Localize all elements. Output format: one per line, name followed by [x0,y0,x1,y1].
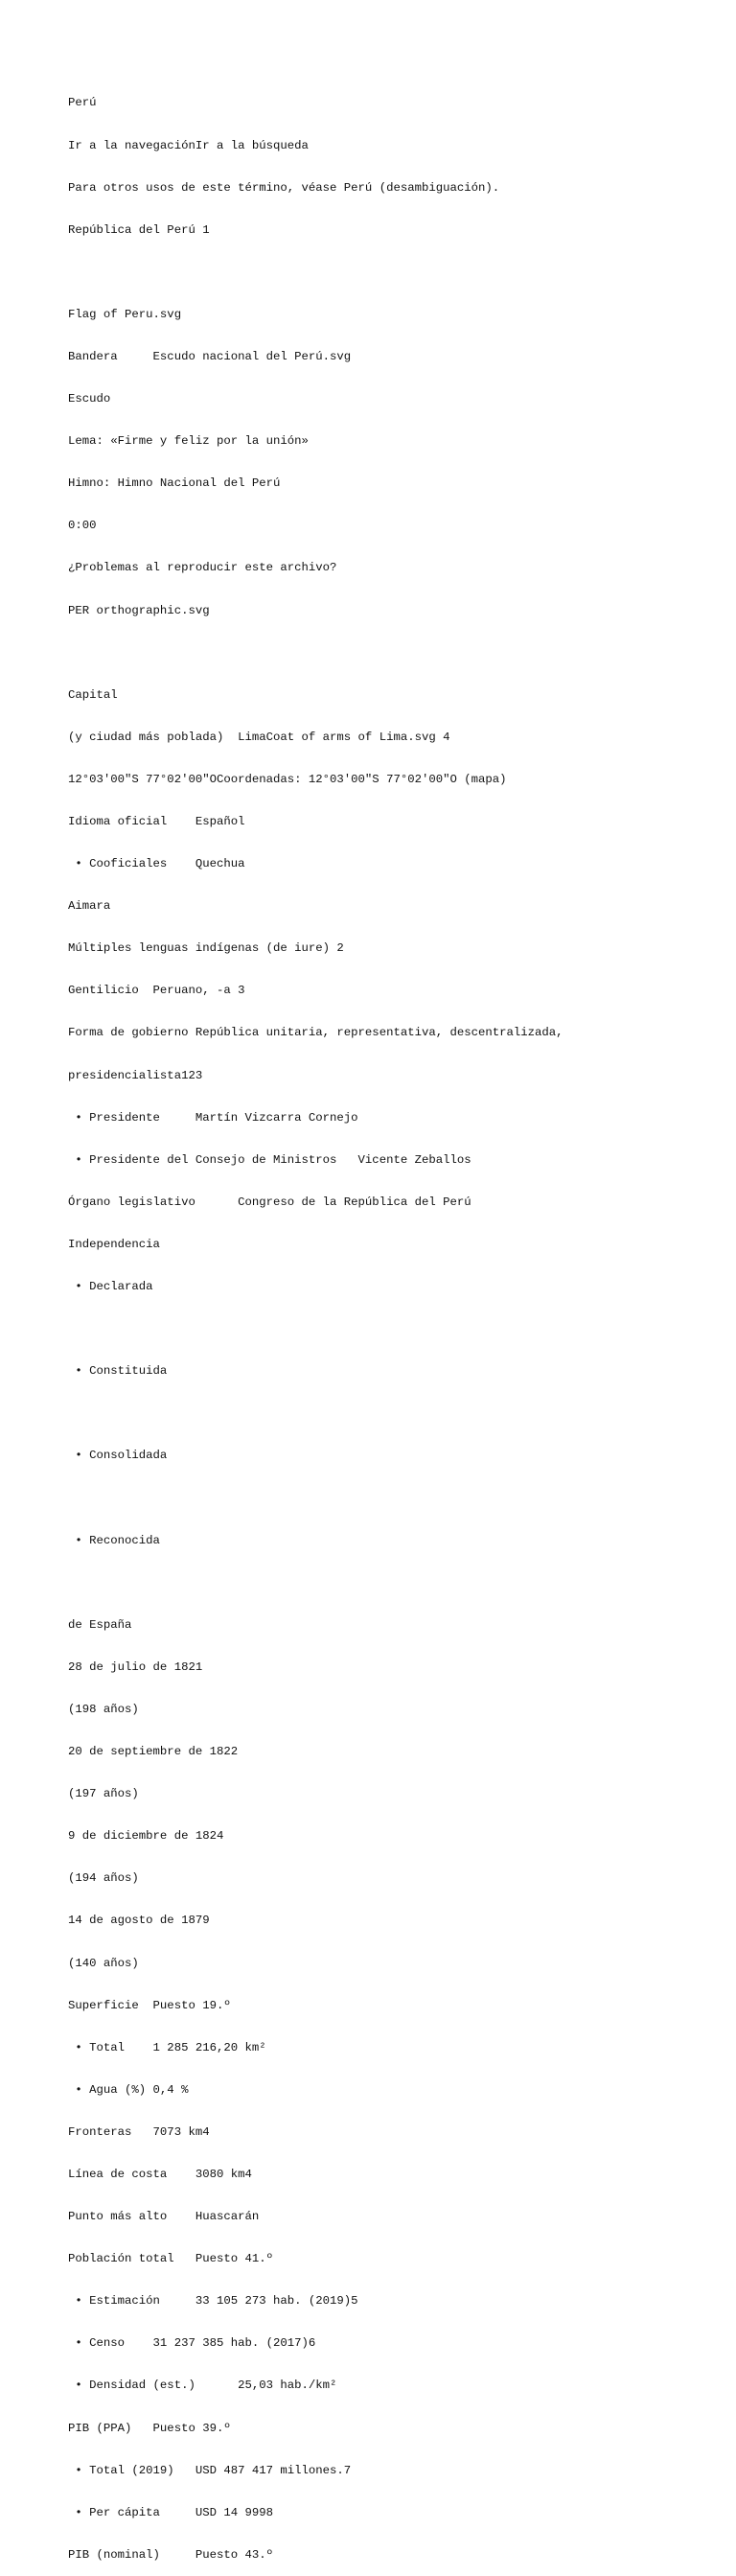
area-rank: Superficie Puesto 19.º [68,1998,231,2012]
coordinates[interactable]: 12°03′00″S 77°02′00″OCoordenadas: 12°03′00″S 77°02′00″O (mapa) [68,772,507,786]
spacer [68,1322,720,1336]
co-official-languages: • Cooficiales Quechua [68,857,245,871]
capital-label: Capital [68,687,118,702]
gdp-ppp-total: • Total (2019) USD 487 417 millones.7 [68,2463,352,2477]
government-form: Forma de gobierno República unitaria, representativa, descentralizada, [68,1026,564,1040]
audio-time: 0:00 [68,519,97,533]
anthem[interactable]: Himno: Himno Nacional del Perú [68,476,281,491]
official-name: República del Perú 1 [68,222,210,237]
independence-declared: • Declarada [68,1280,153,1294]
co-official-aimara: Aimara [68,899,111,914]
government-form-cont: presidencialista123 [68,1068,203,1082]
legislature[interactable]: Órgano legislativo Congreso de la República del Perú [68,1195,472,1209]
capital-value[interactable]: (y ciudad más poblada) LimaCoat of arms of Lima.svg 4 [68,730,450,744]
from-spain: de España [68,1617,132,1632]
shield-caption: Escudo [68,392,111,406]
motto: Lema: «Firme y feliz por la unión» [68,434,309,449]
independence-date: 28 de julio de 1821 [68,1659,203,1674]
spacer [68,266,720,280]
independence-years: (140 años) [68,1956,139,1970]
borders: Fronteras 7073 km4 [68,2124,210,2139]
highest-point[interactable]: Punto más alto Huascarán [68,2210,260,2224]
prime-minister[interactable]: • Presidente del Consejo de Ministros Vicente Zeballos [68,1152,472,1167]
skip-links[interactable]: Ir a la navegaciónIr a la búsqueda [68,138,309,152]
flag-caption: Bandera Escudo nacional del Perú.svg [68,349,352,363]
audio-help-link[interactable]: ¿Problemas al reproducir este archivo? [68,561,337,575]
disambiguation-note[interactable]: Para otros usos de este término, véase Perú (desambiguación). [68,180,500,195]
independence-date: 20 de septiembre de 1822 [68,1745,239,1759]
article-text [68,68,720,2576]
independence-consolidated: • Consolidada [68,1449,168,1463]
population-estimate: • Estimación 33 105 273 hab. (2019)5 [68,2294,358,2309]
independence-constituted: • Constituida [68,1364,168,1379]
independence-years: (197 años) [68,1787,139,1801]
flag-image-alt[interactable]: Flag of Peru.svg [68,307,182,321]
demonym: Gentilicio Peruano, -a 3 [68,984,245,998]
population-rank: Población total Puesto 41.º [68,2252,274,2266]
independence-date: 14 de agosto de 1879 [68,1914,210,1928]
gdp-nominal-rank: PIB (nominal) Puesto 43.º [68,2547,274,2562]
population-density: • Densidad (est.) 25,03 hab./km² [68,2379,337,2393]
indigenous-languages: Múltiples lenguas indígenas (de iure) 2 [68,941,344,956]
president[interactable]: • Presidente Martín Vizcarra Cornejo [68,1110,358,1125]
spacer [68,1492,720,1506]
independence-recognized: • Reconocida [68,1533,160,1547]
independence-years: (194 años) [68,1871,139,1886]
population-census: • Censo 31 237 385 hab. (2017)6 [68,2336,316,2351]
gdp-ppp-rank: PIB (PPA) Puesto 39.º [68,2421,231,2435]
page-title: Perú [68,96,97,110]
coastline: Línea de costa 3080 km4 [68,2168,252,2181]
area-total: • Total 1 285 216,20 km² [68,2040,266,2054]
gdp-ppp-per-capita: • Per cápita USD 14 9998 [68,2505,274,2519]
spacer [68,646,720,661]
independence-heading: Independencia [68,1237,160,1251]
spacer [68,1406,720,1421]
area-water: • Agua (%) 0,4 % [68,2082,189,2097]
independence-date: 9 de diciembre de 1824 [68,1829,224,1844]
official-language: Idioma oficial Español [68,815,245,828]
spacer [68,1576,720,1590]
map-image-alt[interactable]: PER orthographic.svg [68,603,210,617]
independence-years: (198 años) [68,1702,139,1716]
